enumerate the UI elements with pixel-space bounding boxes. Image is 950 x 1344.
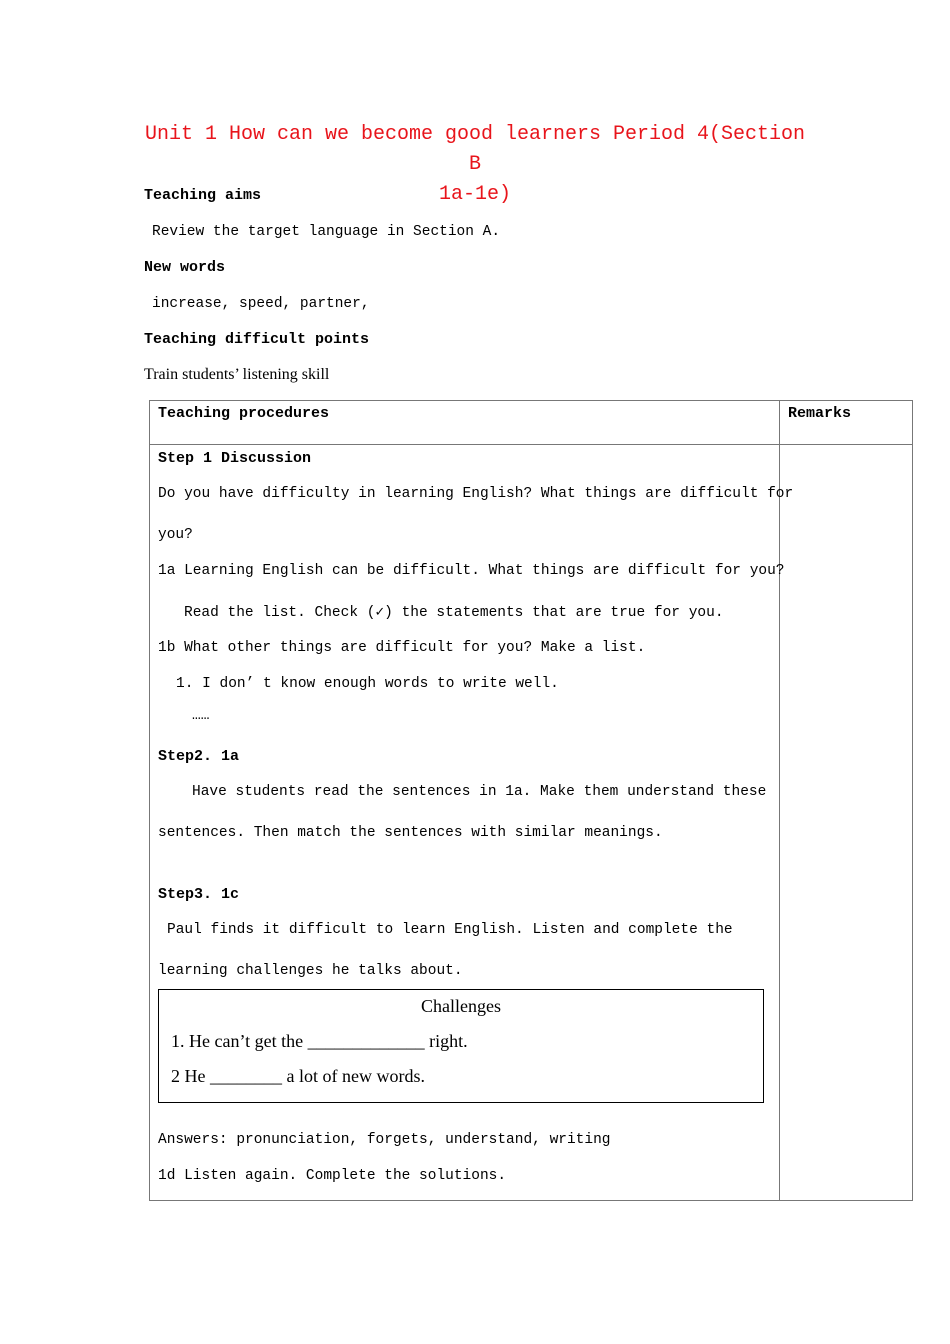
table-header-divider	[149, 444, 913, 445]
step2-line2: sentences. Then match the sentences with similar meanings.	[158, 825, 663, 841]
step2-heading: Step2. 1a	[158, 748, 240, 765]
step3-heading: Step3. 1c	[158, 886, 240, 903]
step1-question-line2: you?	[158, 527, 193, 543]
step1-1b: 1b What other things are difficult for you? Make a list.	[158, 640, 646, 656]
challenge-line-2: 2 He ________ a lot of new words.	[171, 1066, 425, 1086]
challenges-box	[158, 989, 764, 1103]
title-line-2: 1a-1e)	[438, 183, 511, 206]
difficult-points-text: Train students’ listening skill	[144, 366, 330, 383]
teaching-aims-text: Review the target language in Section A.	[152, 224, 501, 240]
teaching-aims-heading: Teaching aims	[144, 187, 262, 204]
new-words-heading: New words	[144, 259, 226, 276]
table-header-procedures: Teaching procedures	[158, 405, 330, 422]
step3-line2: learning challenges he talks about.	[158, 963, 463, 979]
title-line-1: Unit 1 How can we become good learners Period 4(Section B	[144, 123, 806, 176]
table-column-divider	[779, 400, 780, 1201]
answers-text: Answers: pronunciation, forgets, understand, writing	[158, 1132, 611, 1148]
table-header-remarks: Remarks	[788, 405, 852, 422]
difficult-points-heading: Teaching difficult points	[144, 331, 370, 348]
challenge-line-1: 1. He can’t get the _____________ right.	[171, 1031, 468, 1051]
step1-list-item-1: 1. I don’ t know enough words to write well.	[176, 676, 559, 692]
step1-question-line1: Do you have difficulty in learning English? What things are difficult for	[158, 486, 794, 502]
step1-ellipsis: ……	[192, 708, 210, 724]
step1-1a-line2: Read the list. Check (✓) the statements that are true for you.	[184, 605, 724, 621]
step1-heading: Step 1 Discussion	[158, 450, 312, 467]
step1-1a-line1: 1a Learning English can be difficult. What things are difficult for you?	[158, 563, 785, 579]
new-words-text: increase, speed, partner,	[152, 296, 370, 312]
step3-line1: Paul finds it difficult to learn English. Listen and complete the	[167, 922, 733, 938]
challenges-title: Challenges	[421, 996, 501, 1016]
step-1d-text: 1d Listen again. Complete the solutions.	[158, 1168, 507, 1184]
step2-line1: Have students read the sentences in 1a. Make them understand these	[192, 784, 767, 800]
